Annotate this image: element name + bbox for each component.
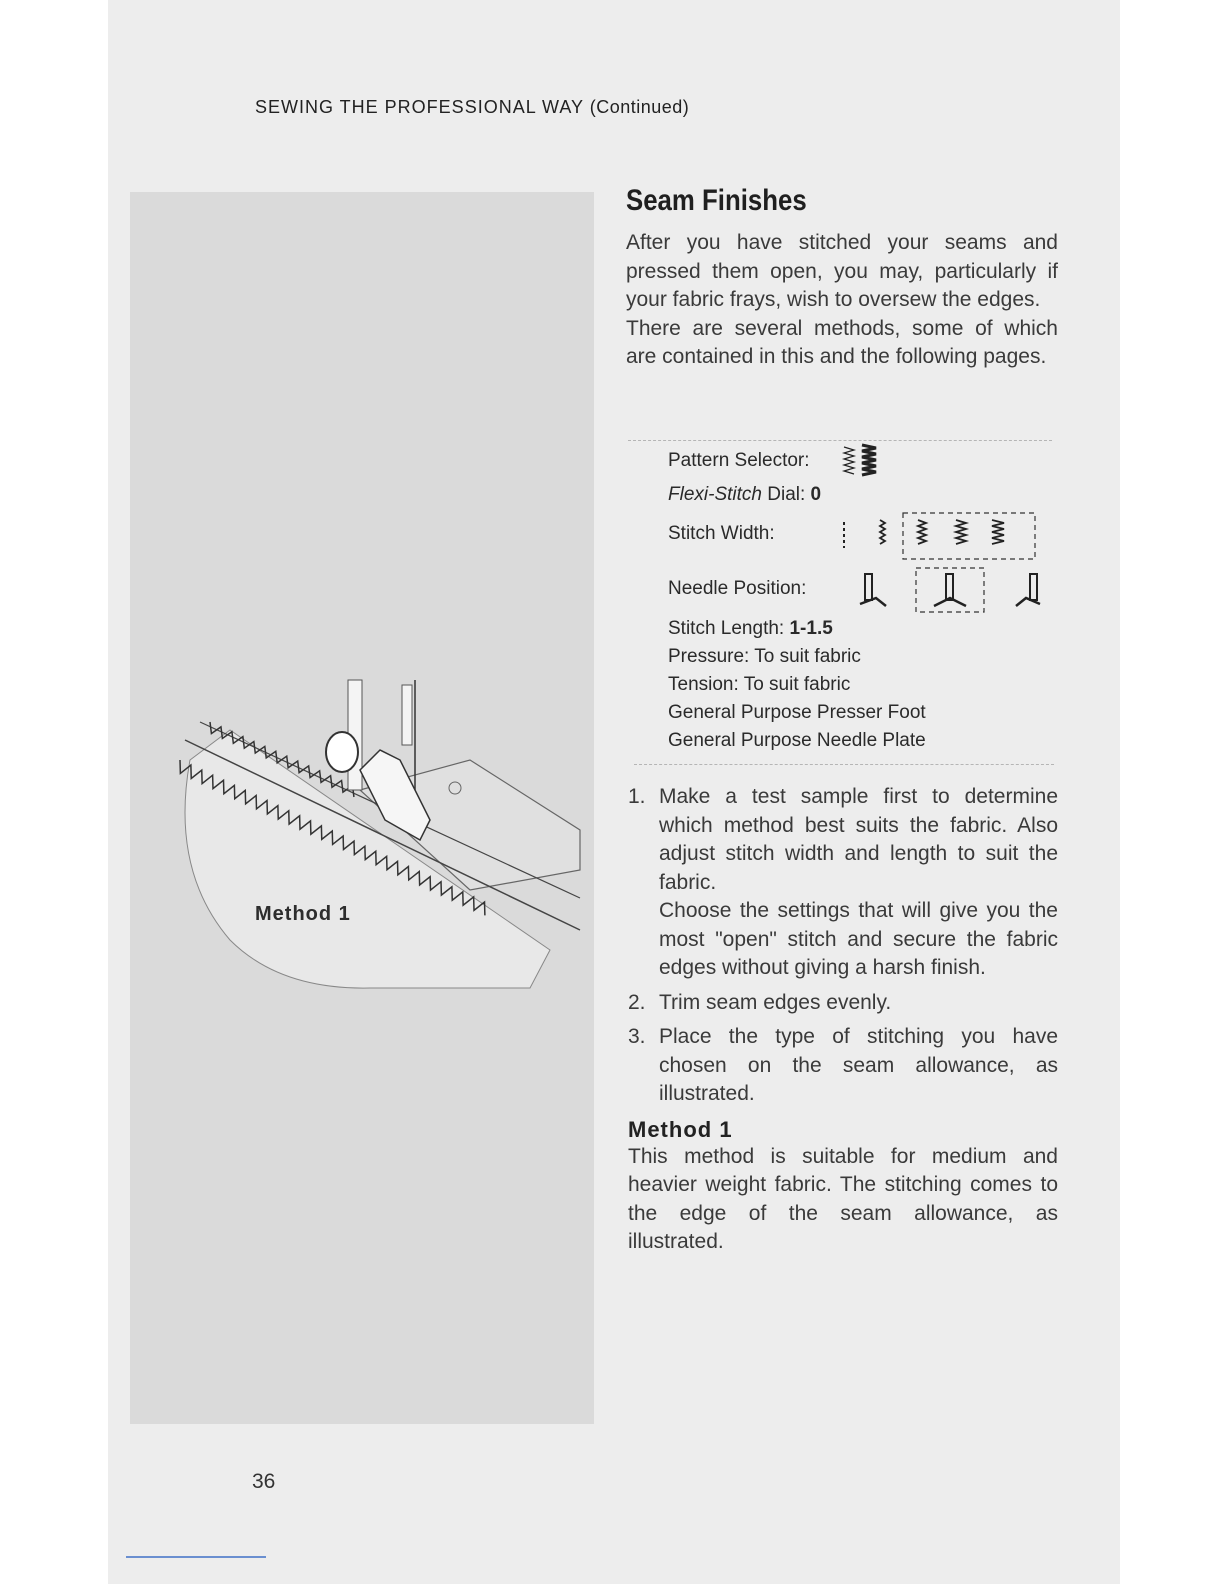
flexi-stitch-value: 0 [810,484,822,505]
steps-block [628,783,1058,1257]
setting-presser-foot: General Purpose Presser Foot [668,702,926,723]
needle-center-icon [934,574,966,606]
header-continued: (Continued) [589,97,690,117]
intro-text [626,229,1058,372]
intro-paragraph-2: There are several methods, some of which are contained in this and the following pages. [626,316,1058,368]
pattern-selector-label: Pattern Selector: [668,450,810,471]
setting-needle-position [668,578,806,600]
step-text-continued: Choose the settings that will give you the most "open" stitch and secure the fabric edges without giving a harsh finish. [659,899,1058,979]
divider-bottom [634,764,1054,765]
setting-needle-plate: General Purpose Needle Plate [668,730,926,751]
header-title: SEWING THE PROFESSIONAL WAY [255,97,584,117]
presser-screw [326,732,358,772]
flexi-stitch-name: Flexi-Stitch [668,484,762,505]
step-2 [628,989,1058,1018]
setting-stitch-length [668,618,833,640]
needle-position-label: Needle Position: [668,578,807,599]
needle-bar [402,685,412,745]
setting-pattern-selector [668,450,810,472]
stitch-width-icon [830,508,1040,564]
setting-pressure: Pressure: To suit fabric [668,646,861,667]
setting-flexi-stitch [668,484,821,506]
page-title: Seam Finishes [626,184,807,217]
stitch-length-label: Stitch Length: [668,618,785,639]
divider-top [628,440,1052,441]
stitch-width-label: Stitch Width: [668,523,775,544]
step-number: 2. [628,990,646,1014]
step-number: 1. [628,785,646,808]
method-heading: Method 1 [628,1116,733,1142]
steps-list [628,783,1058,1109]
needle-position-icon [850,564,1050,616]
step-text: Trim seam edges evenly. [659,990,892,1014]
setting-stitch-width [668,523,775,545]
method-text: This method is suitable for medium and heavier weight fabric. The stitching comes to the edge of the seam allowance, as illustrated. [628,1144,1058,1253]
scan-edge-mark [126,1556,266,1558]
illustration-label: Method 1 [255,903,351,925]
page-number: 36 [252,1470,276,1493]
step-text: Make a test sample first to determine which method best suits the fabric. Also adjust stitch width and length to suit the fabric. [659,785,1058,894]
step-text: Place the type of stitching you have chosen on the seam allowance, as illustrated. [659,1025,1058,1105]
sewing-illustration [170,670,590,1000]
step-3 [628,1023,1058,1109]
intro-paragraph-1: After you have stitched your seams and pressed them open, you may, particularly if your fabric frays, wish to oversew the edges. [626,231,1058,311]
step-1 [628,783,1058,983]
running-header [255,97,689,118]
needle-right-icon [1016,574,1040,606]
flexi-stitch-label: Dial: [767,484,806,505]
zigzag-stitch-icon [838,443,886,483]
stitch-length-value: 1-1.5 [789,618,833,639]
needle-left-icon [860,574,886,606]
step-number: 3. [628,1025,646,1048]
setting-tension: Tension: To suit fabric [668,674,851,695]
